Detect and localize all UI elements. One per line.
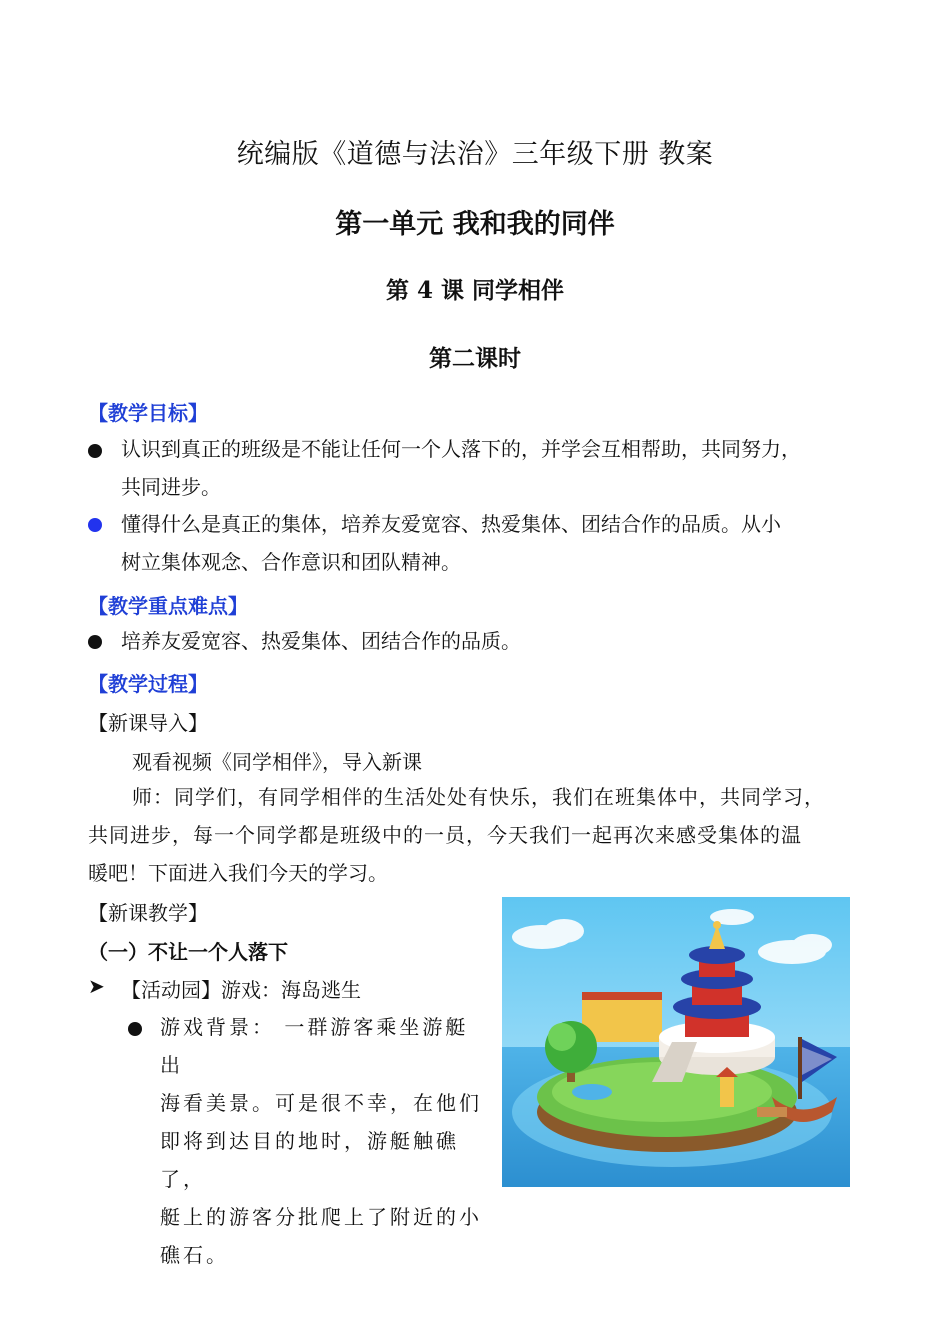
goal-item-2-line1: 懂得什么是真正的集体，培养友爱宽容、热爱集体、团结合作的品质。从小 (121, 512, 781, 536)
bullet-icon (88, 518, 102, 532)
goal-item-2-line2: 树立集体观念、合作意识和团队精神。 (121, 550, 461, 574)
bullet-icon (88, 444, 102, 458)
goal-item-2 (121, 505, 921, 581)
intro-line: 观看视频《同学相伴》，导入新课 (132, 750, 422, 774)
goal-item-1-line2: 共同进步。 (121, 475, 221, 499)
key-points-heading: 【教学重点难点】 (88, 594, 248, 618)
teacher-line-1: 师：同学们，有同学相伴的生活处处有快乐，我们在班集体中，共同学习， (132, 785, 825, 809)
intro-label: 【新课导入】 (88, 711, 208, 735)
bullet-icon (128, 1022, 142, 1036)
activity-title: 【活动园】游戏：海岛逃生 (121, 978, 361, 1002)
teacher-line-2: 共同进步，每一个同学都是班级中的一员，今天我们一起再次来感受集体的温 (88, 823, 802, 847)
unit-title: 第一单元 我和我的同伴 (335, 209, 615, 240)
island-illustration (502, 897, 850, 1187)
game-line-1: 游戏背景： 一群游客乘坐游艇出 (160, 1015, 469, 1077)
process-heading: 【教学过程】 (88, 672, 208, 696)
teacher-line-3: 暖吧！下面进入我们今天的学习。 (88, 861, 388, 885)
period-title: 第二课时 (429, 345, 521, 372)
key-point-item: 培养友爱宽容、热爱集体、团结合作的品质。 (121, 629, 521, 653)
arrow-bullet-icon: ➤ (88, 974, 105, 998)
goal-item-1 (121, 430, 921, 506)
game-line-4: 艇上的游客分批爬上了附近的小 (160, 1205, 482, 1229)
game-line-5: 礁石。 (160, 1243, 229, 1267)
part1-heading: （一）不让一个人落下 (88, 940, 288, 964)
bullet-icon (88, 635, 102, 649)
goal-item-1-line1: 认识到真正的班级是不能让任何一个人落下的，并学会互相帮助，共同努力， (121, 437, 801, 461)
document-title: 统编版《道德与法治》三年级下册 教案 (236, 139, 714, 170)
new-lesson-label: 【新课教学】 (88, 901, 208, 925)
game-line-2: 海看美景。可是很不幸，在他们 (160, 1091, 482, 1115)
game-background (160, 1008, 490, 1274)
goals-heading: 【教学目标】 (88, 401, 208, 425)
lesson-title: 第 4 课 同学相伴 (385, 277, 565, 304)
game-line-3: 即将到达目的地时，游艇触礁了， (160, 1129, 459, 1191)
